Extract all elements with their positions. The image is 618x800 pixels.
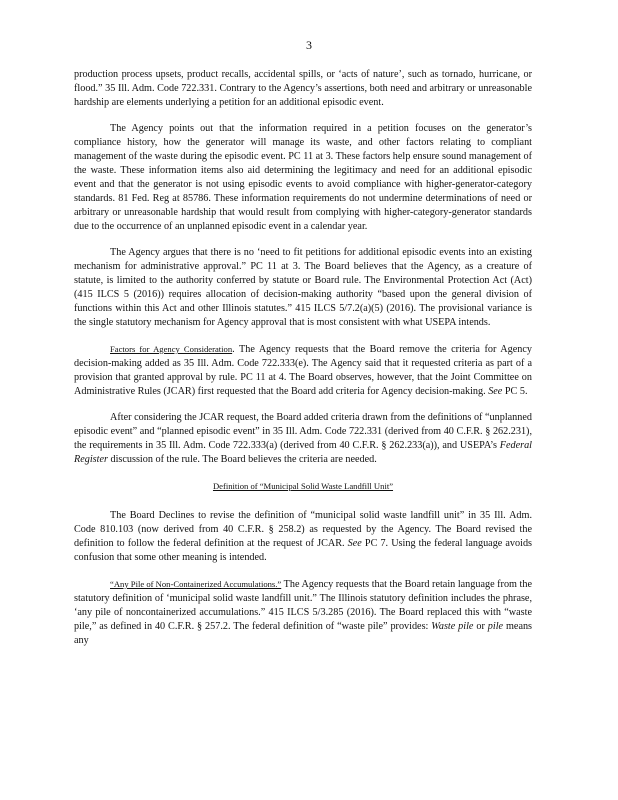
federal-register-title: Federal Register (74, 440, 532, 465)
section-heading (74, 479, 532, 493)
paragraph-3: The Agency argues that there is no ‘need to fit petitions for additional episodic events into an existing mechanism for administrative approval.” PC 11 at 3. The Board believes that the Agency, as a creature of statute, is limited to the authority conferred by statute or Board rule. The Environmental Protection Act (Act) (415 ILCS 5 (2016)) requires allocation of decision-making authority “based upon the general division of functions within this Act and other Illinois statutes.” 415 ILCS 5/7.2(a)(5) (2016). The provisional variance is the single statutory mechanism for Agency approval that is most consistent with what USEPA intends. (74, 247, 532, 328)
paragraph-7 (74, 577, 532, 648)
paragraph-5-text-a: After considering the JCAR request, the Board added criteria drawn from the definitions of “unplanned episodic event” and “planned episodic event” in 35 Ill. Adm. Code 722.331 (derived from 40 C.F.R. § 262.231), the requirements in 35 Ill. Adm. Code 722.333(a) (derived from 40 C.F.R. § 262.233(a)), and USEPA’s (74, 412, 532, 451)
paragraph-1: production process upsets, product recalls, accidental spills, or ‘acts of nature’, such as tornado, hurricane, or flood.” 35 Ill. Adm. Code 722.331. Contrary to the Agency’s assertions, both need and arbitrary or unreasonable hardship are elements underlying a petition for an additional episodic event. (74, 69, 532, 108)
section-heading-text: Definition of “Municipal Solid Waste Landfill Unit” (212, 481, 394, 491)
paragraph-7-text-b: means any (74, 621, 533, 646)
paragraph-6-text-b: PC 7. Using the federal language avoids confusion that some other meaning is intended. (74, 538, 532, 563)
heading-agency-consideration: Factors for Agency Consideration (110, 344, 233, 354)
paragraph-5-text-b: discussion of the rule. The Board believes the criteria are needed. (110, 454, 377, 465)
see-signal: See (488, 386, 503, 397)
paragraph-6-text-a: The Board Declines to revise the definition of “municipal solid waste landfill unit” in 35 Ill. Adm. Code 810.103 (now derived from 40 C.F.R. § 258.2) as requested by the Agency. The Board revised the definition to follow the federal definition at the request of JCAR. (74, 510, 532, 549)
word-or: or (476, 621, 485, 632)
term-pile: pile (487, 621, 504, 632)
page-number: 3 (306, 38, 312, 52)
paragraph-6 (74, 509, 532, 565)
paragraph-2: The Agency points out that the information required in a petition focuses on the generator’s compliance history, how the generator will manage its waste, and other factors relating to compliant management of the waste during the episodic event. PC 11 at 3. These factors help ensure sound management of the waste. These information items also aid determining the legitimacy and need for an additional episodic event and that the generator is not using episodic events to avoid compliance with higher-generator-category standards. 81 Fed. Reg at 85786. These information requirements do not undermine determinations of need or arbitrary or unreasonable hardship that would result from complying with higher-category-generator standards due to the occurrence of an unplanned episodic event in a calendar year. (74, 123, 532, 232)
paragraph-4-text: The Agency requests that the Board remove the criteria for Agency decision-making added as 35 Ill. Adm. Code 722.333(e). The Agency said that it requested criteria as part of a provision that granted approval by rule. PC 11 at 4. The Board observes, however, that the Joint Committee on Administrative Rules (JCAR) first requested that the Board add criteria for Agency decision-making. (74, 344, 532, 397)
paragraph-4-end: PC 5. (504, 386, 528, 397)
paragraph-5 (74, 411, 532, 467)
heading-pile: “Any Pile of Non-Containerized Accumulations.” (110, 579, 282, 589)
paragraph-7-text-a: The Agency requests that the Board retain language from the statutory definition of ‘municipal solid waste landfill unit.” The Illinois statutory definition includes the phrase, ‘any pile of noncontainerized accumulations.” 415 ILCS 5/3.285 (2016). The Board replaced this with “waste pile,” as defined in 40 C.F.R. § 257.2. The federal definition of “waste pile” provides: (74, 579, 532, 632)
body-text (74, 68, 532, 660)
see-signal-2: See (347, 538, 362, 549)
paragraph-4: Factors for Agency Consideration. The Agency requests that the Board remove the criteria for Agency decision-making added as 35 Ill. Adm. Code 722.333(e). The Agency said that it requested criteria as part of a provision that granted approval by rule. PC 11 at 4. The Board observes, however, that the Joint Committee on Administrative Rules (JCAR) first requested that the Board add criteria for Agency decision-making. See PC 5. (74, 344, 532, 397)
term-waste-pile: Waste pile (431, 621, 474, 632)
